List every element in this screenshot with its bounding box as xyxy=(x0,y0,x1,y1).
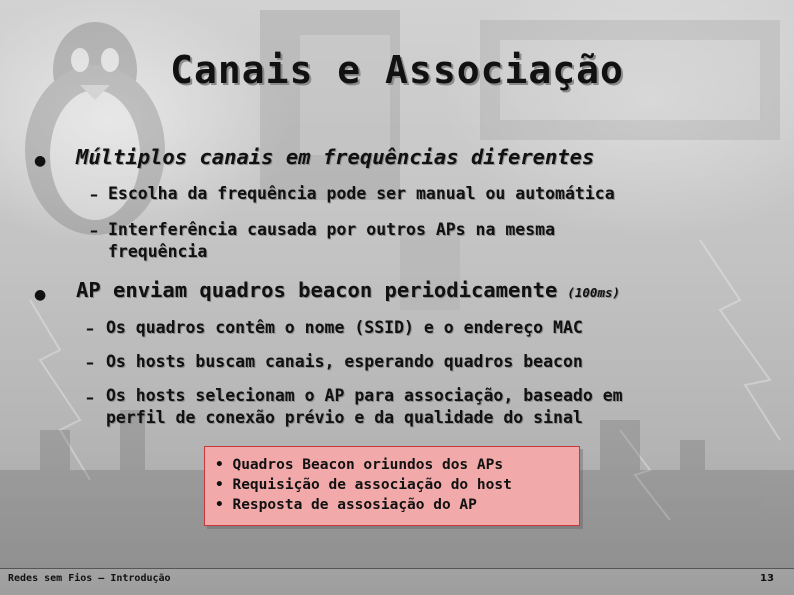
bullet-multiple-channels: Múltiplos canais em frequências diferentes xyxy=(76,145,595,169)
sub-bullet-hosts-scan: Os hosts buscam canais, esperando quadros beacon xyxy=(106,352,583,371)
sub-bullet-frames-content: Os quadros contêm o nome (SSID) e o endereço MAC xyxy=(106,318,583,337)
sub-bullet-dash-icon: – xyxy=(86,319,94,338)
sub-bullet-interference-continued: frequência xyxy=(108,242,208,261)
footer-course-title: Redes sem Fios – Introdução xyxy=(8,573,171,584)
callout-step-response: • Resposta de assosiação do AP xyxy=(215,497,477,513)
sub-bullet-interference: Interferência causada por outros APs na mesma xyxy=(108,220,556,239)
bullet-ap-beacons xyxy=(76,278,620,302)
sub-bullet-hosts-select-continued: perfil de conexão prévio e da qualidade do sinal xyxy=(106,408,583,427)
sub-bullet-hosts-select: Os hosts selecionam o AP para associação, baseado em xyxy=(106,386,623,405)
footer-divider xyxy=(0,568,794,569)
sub-bullet-dash-icon: – xyxy=(86,388,94,407)
bullet-dot-icon: ● xyxy=(34,287,47,303)
callout-step-request: • Requisição de associação do host xyxy=(215,477,512,493)
sub-bullet-dash-icon: – xyxy=(90,221,98,240)
sub-bullet-frequency-choice: Escolha da frequência pode ser manual ou automática xyxy=(108,184,615,203)
page-number: 13 xyxy=(760,573,774,584)
sub-bullet-dash-icon: – xyxy=(90,185,98,204)
bullet-dot-icon: ● xyxy=(34,153,47,169)
association-steps-callout xyxy=(204,446,580,526)
bullet-ap-beacons-text: AP enviam quadros beacon periodicamente xyxy=(76,278,558,302)
slide-title: Canais e Associação xyxy=(170,48,624,92)
beacon-interval-note: (100ms) xyxy=(567,285,621,300)
callout-step-beacon: • Quadros Beacon oriundos dos APs xyxy=(215,457,504,473)
sub-bullet-dash-icon: – xyxy=(86,353,94,372)
